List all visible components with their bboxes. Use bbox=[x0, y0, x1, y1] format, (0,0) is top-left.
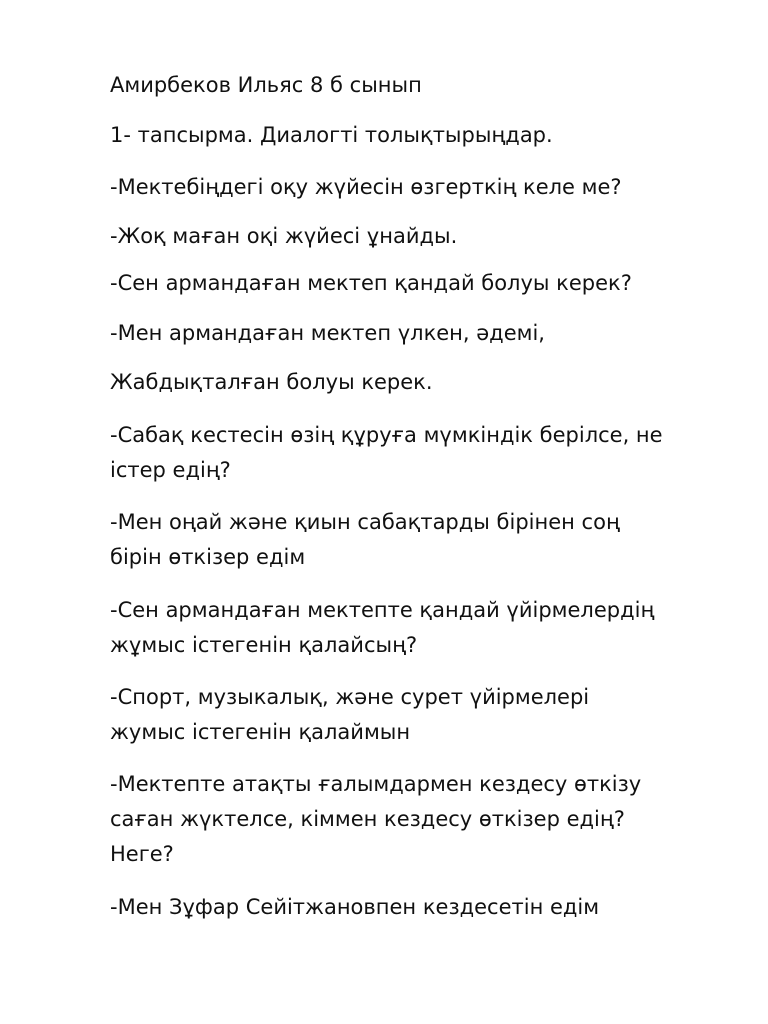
text-line: бірін өткізер едім bbox=[110, 545, 306, 569]
text-line: -Мектебіңдегі оқу жүйесін өзгерткің келе ме? bbox=[110, 175, 622, 199]
text-line: -Мен армандаған мектеп үлкен, әдемі, bbox=[110, 321, 545, 345]
text-line: 1- тапсырма. Диалогті толықтырыңдар. bbox=[110, 123, 553, 147]
text-line: Жабдықталған болуы керек. bbox=[110, 370, 433, 394]
text-line: саған жүктелсе, кіммен кездесу өткізер едің? bbox=[110, 807, 625, 831]
dialogue-line-8 bbox=[110, 593, 710, 663]
dialogue-line-9 bbox=[110, 680, 710, 750]
text-line: -Сен армандаған мектепте қандай үйірмелердің bbox=[110, 598, 655, 622]
text-line: Неге? bbox=[110, 842, 174, 866]
dialogue-line-4 bbox=[110, 316, 710, 351]
text-line: -Мен Зұфар Сейітжановпен кездесетін едім bbox=[110, 895, 600, 919]
text-line: жұмыс істегенін қалайсың? bbox=[110, 633, 418, 657]
dialogue-line-5 bbox=[110, 365, 710, 400]
dialogue-line-7 bbox=[110, 505, 710, 575]
text-line: -Спорт, музыкалық, және сурет үйірмелері bbox=[110, 685, 590, 709]
text-line: -Сабақ кестесін өзің құруға мүмкіндік берілсе, не bbox=[110, 423, 663, 447]
text-line: істер едің? bbox=[110, 458, 231, 482]
dialogue-line-2 bbox=[110, 219, 710, 254]
task-line bbox=[110, 118, 710, 153]
dialogue-line-1 bbox=[110, 170, 710, 205]
dialogue-line-10 bbox=[110, 767, 710, 872]
text-line: жумыс істегенін қалаймын bbox=[110, 720, 411, 744]
dialogue-line-6 bbox=[110, 418, 710, 488]
dialogue-line-3 bbox=[110, 266, 710, 301]
text-line: -Сен армандаған мектеп қандай болуы керек? bbox=[110, 271, 632, 295]
text-line: -Мен оңай және қиын сабақтарды бірінен соң bbox=[110, 510, 620, 534]
text-line: Амирбеков Ильяс 8 б сынып bbox=[110, 73, 422, 97]
dialogue-line-11 bbox=[110, 890, 710, 925]
text-line: -Мектепте атақты ғалымдармен кездесу өткізу bbox=[110, 772, 642, 796]
header-line bbox=[110, 68, 710, 103]
text-line: -Жоқ маған оқі жүйесі ұнайды. bbox=[110, 224, 458, 248]
